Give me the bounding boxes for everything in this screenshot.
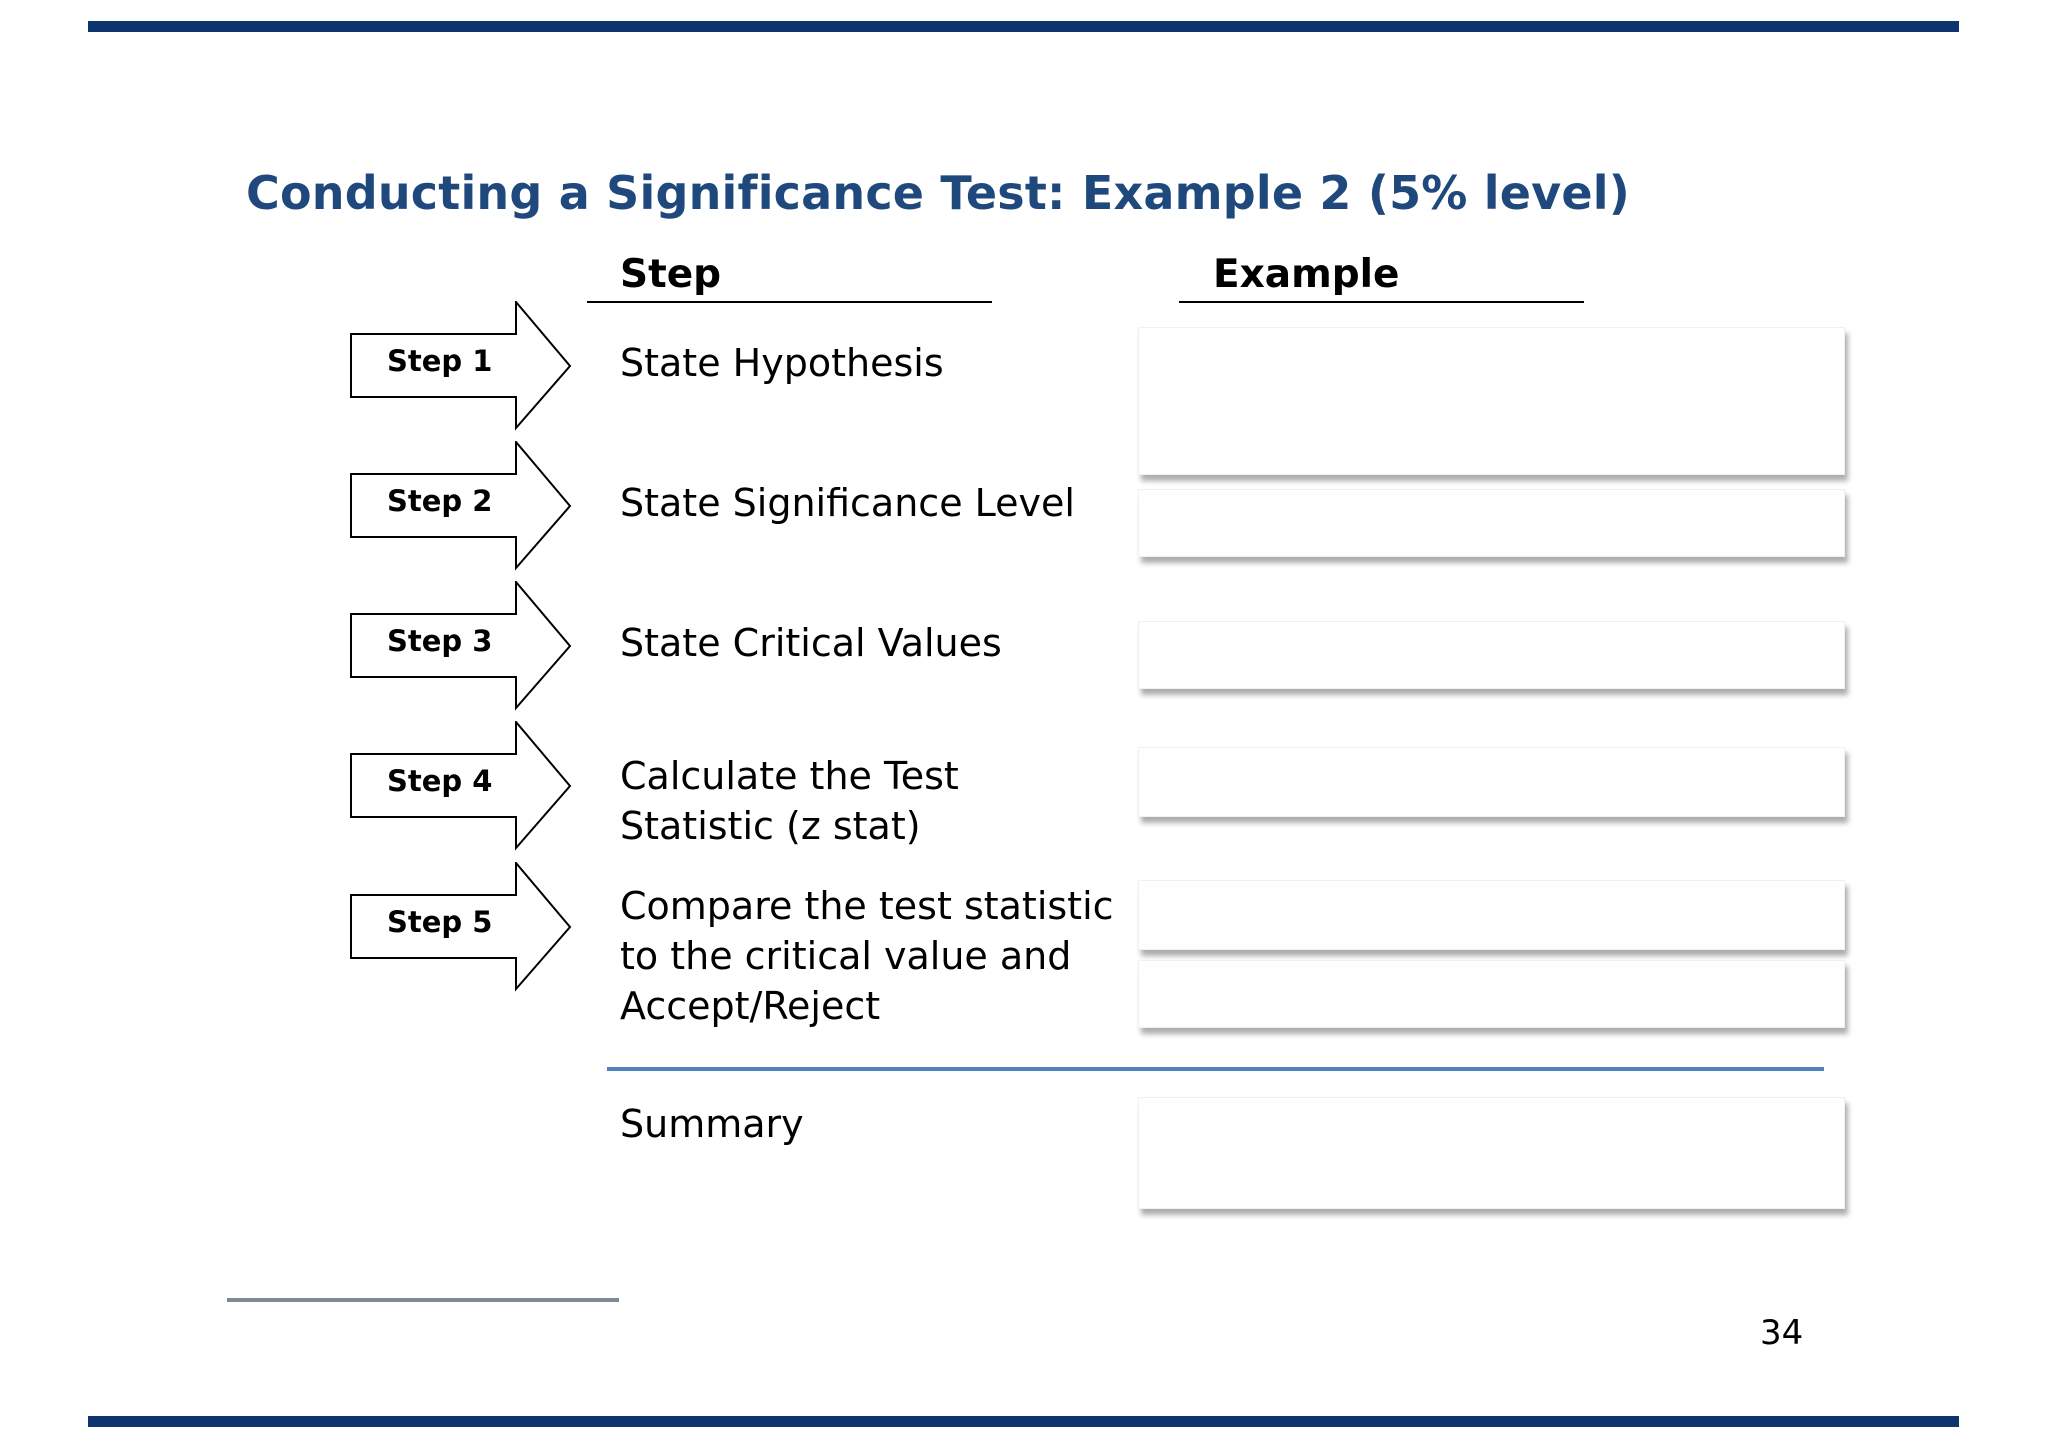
step-column-underline — [587, 301, 992, 303]
step-2-example-box — [1138, 489, 1845, 557]
summary-divider — [607, 1067, 1824, 1071]
step-label: Step 4 — [387, 764, 493, 798]
step-4-example-box — [1138, 747, 1845, 817]
step-2-text: State Significance Level — [620, 481, 1075, 525]
example-column-underline — [1179, 301, 1584, 303]
step-5-arrow — [350, 862, 572, 992]
step-3-arrow — [350, 581, 572, 711]
step-label: Step 2 — [387, 484, 493, 518]
step-2-arrow — [350, 441, 572, 571]
step-5-example-box-1 — [1138, 880, 1845, 950]
step-1-text: State Hypothesis — [620, 341, 944, 385]
top-rule — [88, 21, 1959, 32]
page-number: 34 — [1760, 1313, 1804, 1353]
step-1-arrow — [350, 301, 572, 431]
step-label: Step 1 — [387, 344, 493, 378]
slide-title: Conducting a Significance Test: Example 2 (5% level) — [246, 166, 1630, 220]
step-5-text: Compare the test statistic to the critical value and Accept/Reject — [620, 884, 1114, 1028]
summary-label: Summary — [620, 1102, 804, 1146]
step-1-example-box — [1138, 327, 1845, 475]
step-3-example-box — [1138, 621, 1845, 689]
step-4-arrow — [350, 721, 572, 851]
step-4-text: Calculate the Test Statistic (z stat) — [620, 754, 959, 848]
step-column-header: Step — [620, 252, 722, 297]
step-label: Step 5 — [387, 905, 493, 939]
step-3-text: State Critical Values — [620, 621, 1002, 665]
step-5-example-box-2 — [1138, 960, 1845, 1028]
summary-example-box — [1138, 1097, 1845, 1209]
footer-rule — [227, 1298, 619, 1302]
step-label: Step 3 — [387, 624, 493, 658]
bottom-rule — [88, 1416, 1959, 1427]
example-column-header: Example — [1213, 252, 1400, 297]
